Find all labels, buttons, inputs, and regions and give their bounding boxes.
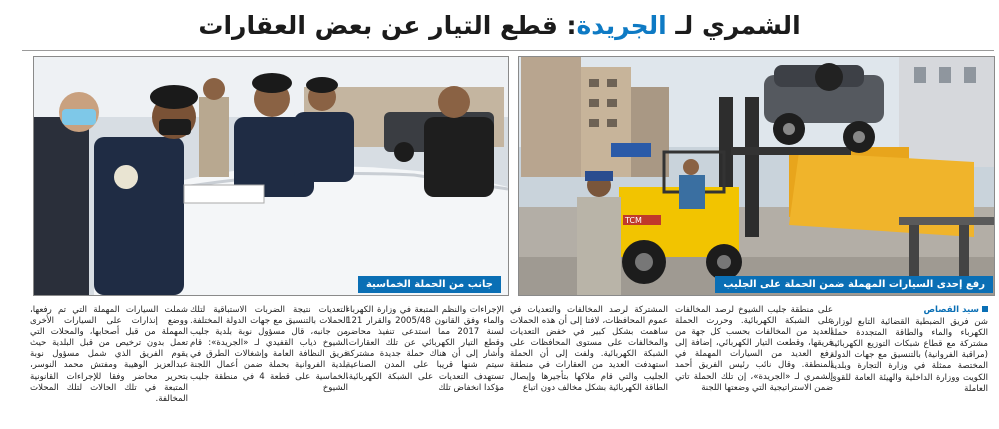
headline <box>0 6 999 46</box>
article-column-4 <box>346 305 504 427</box>
column-1-text: شن فريق الضبطية القضائية التابع لوزارة الكهرباء والماء والطاقة المتجددة حملة مشتركة مع قطاع شبكات التوزيع الكهربائية (مراقبة الفروانية) بالتنسيق مع جهات الدولة المختصة ممثلة في وزارة التجارة وبلدية الكويت ووزارة الداخلية والهيئة العامة للقوى العاملة <box>830 317 988 394</box>
photo-officers <box>33 56 509 296</box>
column-4-text: الإجراءات والنظم المتبعة في وزارة الكهرباء والماء وفق القانون 2005/48 والقرار 121 لسنة 2017 مما استدعى تنفيذ محاضر وقطع التيار الكهربائي عن تلك العقارات. وأشار إلى أن هناك حملة جديدة مشتركة سيتم شنها قريبا على المدن الصناعية تستهدف التعديات على الشبكة الكهربائية، مؤكدا انخفاض تلك <box>346 305 504 393</box>
headline-part1: الشمري لـ <box>666 11 801 40</box>
column-3-text: المشتركة لرصد المخالفات والتعديات في عموم المحافظات، لافتا إلى أن هذه الحملات ساهمت بشكل كبير في خفض التعديات والمخالفات على مستوى المحافظات على الشبكة الكهربائية. ولفت إلى أن الحملة استهدفت العديد من العقارات في منطقة الجليب والتي قام ملاكها بتأجيرها وإيصال الطاقة الكهربائية بشكل مخالف دون اتباع <box>510 305 668 393</box>
column-5-text: التعديات نتيجة الضربات الاستباقية لتلك الحملات بالتنسيق مع جهات الدولة المختلفة. من جانبه، قال مسؤول نوبة بلدية جليب الشيوخ ذياب القفيدي لـ «الجريدة»: قام فريق النظافة العامة وإشغالات الطرق في بلدية الفروانية بحملة ضمن أعمال اللجنة الخماسية على قطعة 4 في منطقة جليب الشيوخ <box>190 305 348 393</box>
article-column-1 <box>830 305 988 427</box>
article-column-3 <box>510 305 668 427</box>
article-column-6 <box>30 305 188 427</box>
headline-rule <box>22 50 994 51</box>
byline <box>830 305 988 316</box>
forklift-sign: TCM <box>625 216 642 225</box>
article-column-5 <box>190 305 348 427</box>
headline-brand: الجريدة <box>576 11 667 40</box>
officers-illustration <box>34 57 508 295</box>
column-2-text: على منطقة جليب الشيوخ لرصد المخالفات على الشبكة الكهربائية. وحررت الحملة العديد من المخالفات بحسب كل جهة من فريقها، وقطعت التيار الكهربائي، إضافة إلى رفع العديد من السيارات المهملة في المنطقة. وقال نائب رئيس الفريق أحمد الشمري لـ «الجريدة»، إن تلك الحملة تاتي ضمن الاستراتيجية التي وضعتها اللجنة <box>675 305 833 393</box>
caption-officers: جانب من الحملة الخماسية <box>358 276 501 293</box>
headline-part2: : قطع التيار عن بعض العقارات <box>198 11 577 40</box>
column-6-text: شملت السيارات المهملة التي تم رفعها، ووضع إنذارات على السيارات الأخرى المهملة من قبل أصحابها، والمحلات التي تعمل بدون ترخيص من قبل البلدية حيث يقوم الفريق الذي شمل مسؤول نوبة عبدالعزيز الوهيبة ومفتش محمد النوسر، بتحرير محاضر وفقا للإجراءات القانونية المتبعة في تلك الحالات لتلك المحلات المخالفة. <box>30 305 188 404</box>
article-column-2 <box>675 305 833 427</box>
byline-name: سيد القصاص <box>923 305 979 315</box>
caption-forklift: رفع إحدى السيارات المهملة ضمن الحملة على الجليب <box>715 276 993 293</box>
byline-marker-icon <box>982 306 988 312</box>
photo-forklift <box>518 56 995 296</box>
forklift-illustration <box>519 57 994 295</box>
